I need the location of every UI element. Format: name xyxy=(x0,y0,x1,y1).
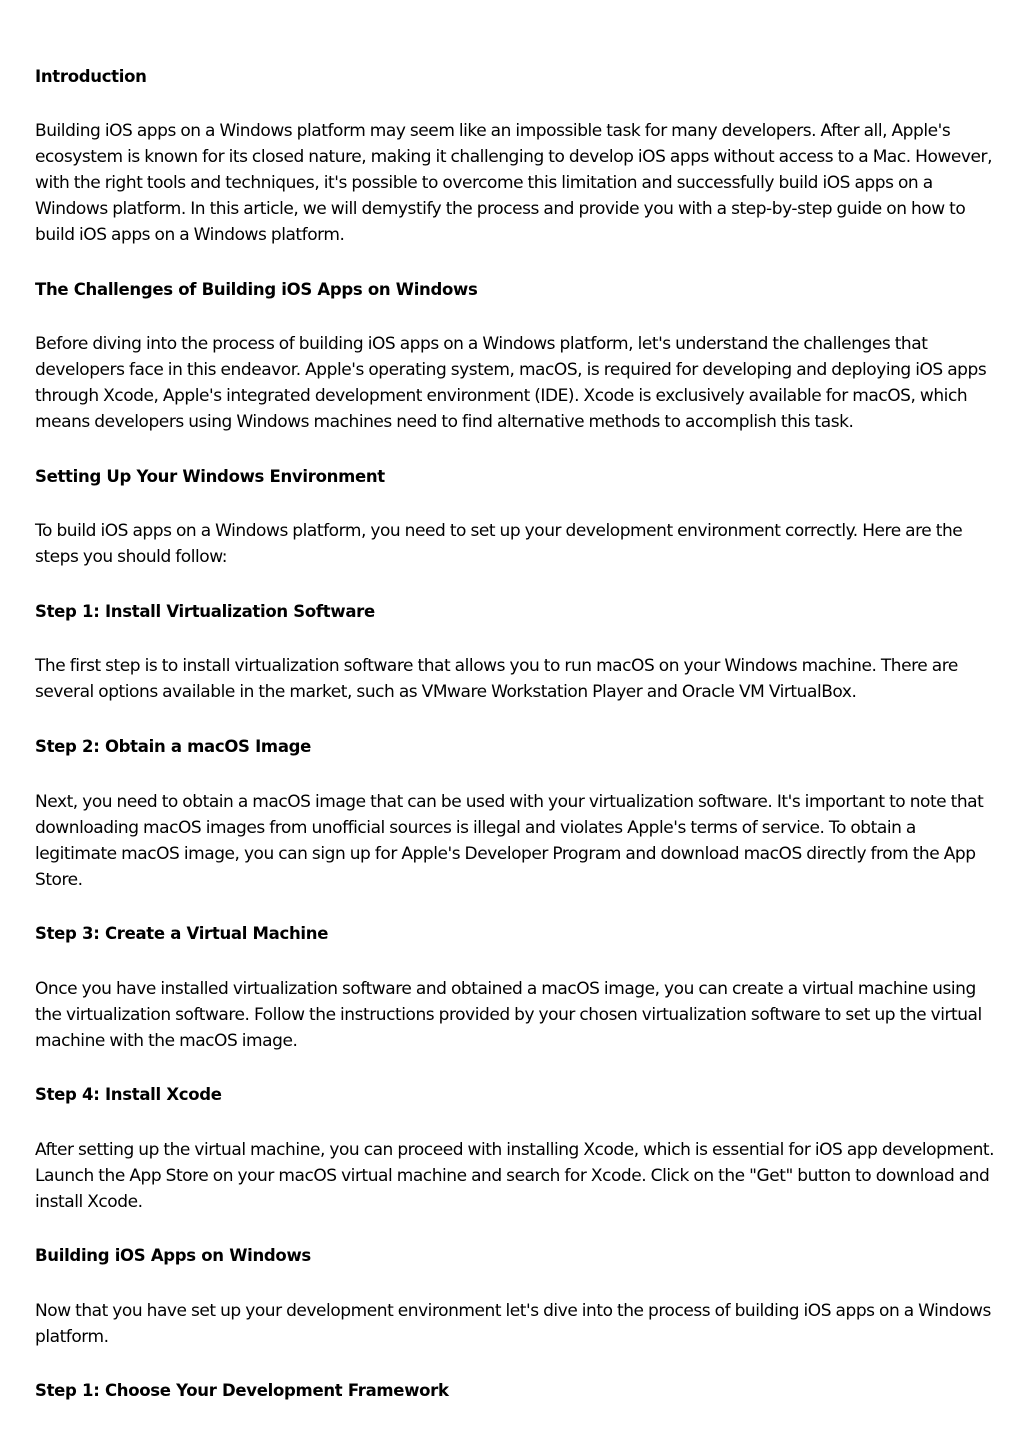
paragraph-step2-macos-image: Next, you need to obtain a macOS image that can be used with your virtualization software. It's important to note that downloading macOS images from unofficial sources is illegal and violates Apple's terms of service. To obtain a legitimate macOS image, you can sign up for Apple's Developer Program and download macOS directly from the App Store. xyxy=(35,792,984,890)
paragraph-setting-up: To build iOS apps on a Windows platform, you need to set up your development environment correctly. Here are the steps you should follow: xyxy=(35,521,963,567)
heading-building-ios: Building iOS Apps on Windows xyxy=(35,1246,311,1265)
paragraph-building-ios: Now that you have set up your development environment let's dive into the process of building iOS apps on a Windows platform. xyxy=(35,1301,991,1347)
heading-step1-virtualization: Step 1: Install Virtualization Software xyxy=(35,602,375,621)
heading-step3-virtual-machine: Step 3: Create a Virtual Machine xyxy=(35,924,329,943)
paragraph-introduction: Building iOS apps on a Windows platform may seem like an impossible task for many developers. After all, Apple's ecosystem is known for its closed nature, making it challenging to develop iOS apps without access to a Mac. However, with the right tools and techniques, it's possible to overcome this limitation and successfully build iOS apps on a Windows platform. In this article, we will demystify the process and provide you with a step-by-step guide on how to build iOS apps on a Windows platform. xyxy=(35,121,993,245)
paragraph-step1-virtualization: The first step is to install virtualization software that allows you to run macOS on your Windows machine. There are several options available in the market, such as VMware Workstation Player and Oracle VM VirtualBox. xyxy=(35,656,958,702)
heading-step2-macos-image: Step 2: Obtain a macOS Image xyxy=(35,737,312,756)
heading-challenges: The Challenges of Building iOS Apps on Windows xyxy=(35,280,478,299)
heading-step4-xcode: Step 4: Install Xcode xyxy=(35,1085,222,1104)
paragraph-step3-virtual-machine: Once you have installed virtualization software and obtained a macOS image, you can create a virtual machine using the virtualization software. Follow the instructions provided by your chosen virtualization software to set up the virtual machine with the macOS image. xyxy=(35,979,982,1051)
paragraph-step4-xcode: After setting up the virtual machine, you can proceed with installing Xcode, which is essential for iOS app development. Launch the App Store on your macOS virtual machine and search for Xcode. Click on the "Get" button to download and install Xcode. xyxy=(35,1140,995,1212)
heading-introduction: Introduction xyxy=(35,67,147,86)
heading-step1-framework: Step 1: Choose Your Development Framework xyxy=(35,1381,449,1400)
paragraph-challenges: Before diving into the process of building iOS apps on a Windows platform, let's understand the challenges that developers face in this endeavor. Apple's operating system, macOS, is required for developing and deploying iOS apps through Xcode, Apple's integrated development environment (IDE). Xcode is exclusively available for macOS, which means developers using Windows machines need to find alternative methods to accomplish this task. xyxy=(35,334,987,432)
heading-setting-up: Setting Up Your Windows Environment xyxy=(35,467,385,486)
